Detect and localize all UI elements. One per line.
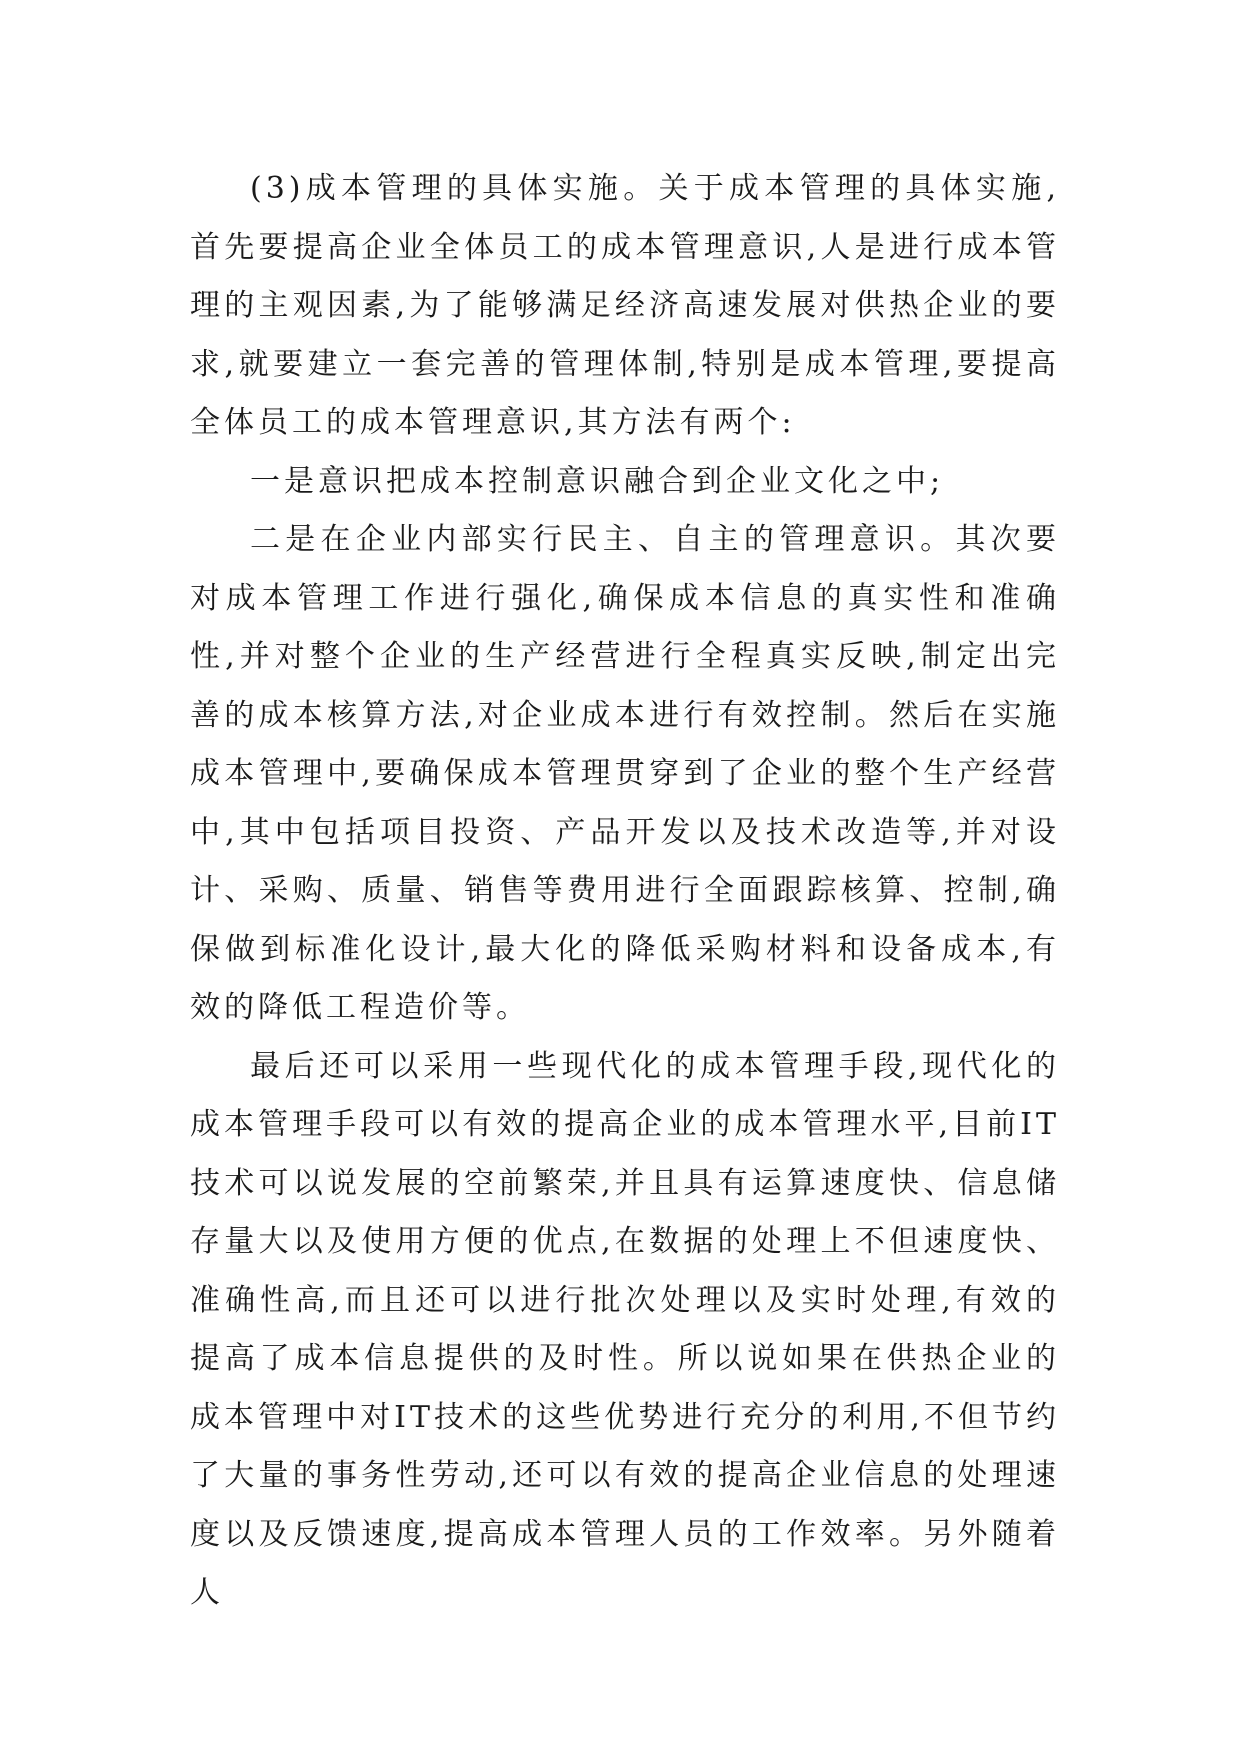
paragraph-modern-means: 最后还可以采用一些现代化的成本管理手段,现代化的成本管理手段可以有效的提高企业的成本管理水平,目前IT技术可以说发展的空前繁荣,并且具有运算速度快、信息储存量大以及使用方便的优点,在数据的处理上不但速度快、准确性高,而且还可以进行批次处理以及实时处理,有效的提高了成本信息提供的及时性。所以说如果在供热企业的成本管理中对IT技术的这些优势进行充分的利用,不但节约了大量的事务性劳动,还可以有效的提高企业信息的处理速度以及反馈速度,提高成本管理人员的工作效率。另外随着人 [190,1048,1060,1610]
body-text [190,160,1060,1623]
paragraph-implementation: (3)成本管理的具体实施。关于成本管理的具体实施,首先要提高企业全体员工的成本管理意识,人是进行成本管理的主观因素,为了能够满足经济高速发展对供热企业的要求,就要建立一套完善的管理体制,特别是成本管理,要提高全体员工的成本管理意识,其方法有两个: [190,171,1060,440]
paragraph-method-one: 一是意识把成本控制意识融合到企业文化之中; [250,463,945,499]
paragraph-method-two: 二是在企业内部实行民主、自主的管理意识。其次要对成本管理工作进行强化,确保成本信息的真实性和准确性,并对整个企业的生产经营进行全程真实反映,制定出完善的成本核算方法,对企业成本进行有效控制。然后在实施成本管理中,要确保成本管理贯穿到了企业的整个生产经营中,其中包括项目投资、产品开发以及技术改造等,并对设计、采购、质量、销售等费用进行全面跟踪核算、控制,确保做到标准化设计,最大化的降低采购材料和设备成本,有效的降低工程造价等。 [190,522,1060,1025]
